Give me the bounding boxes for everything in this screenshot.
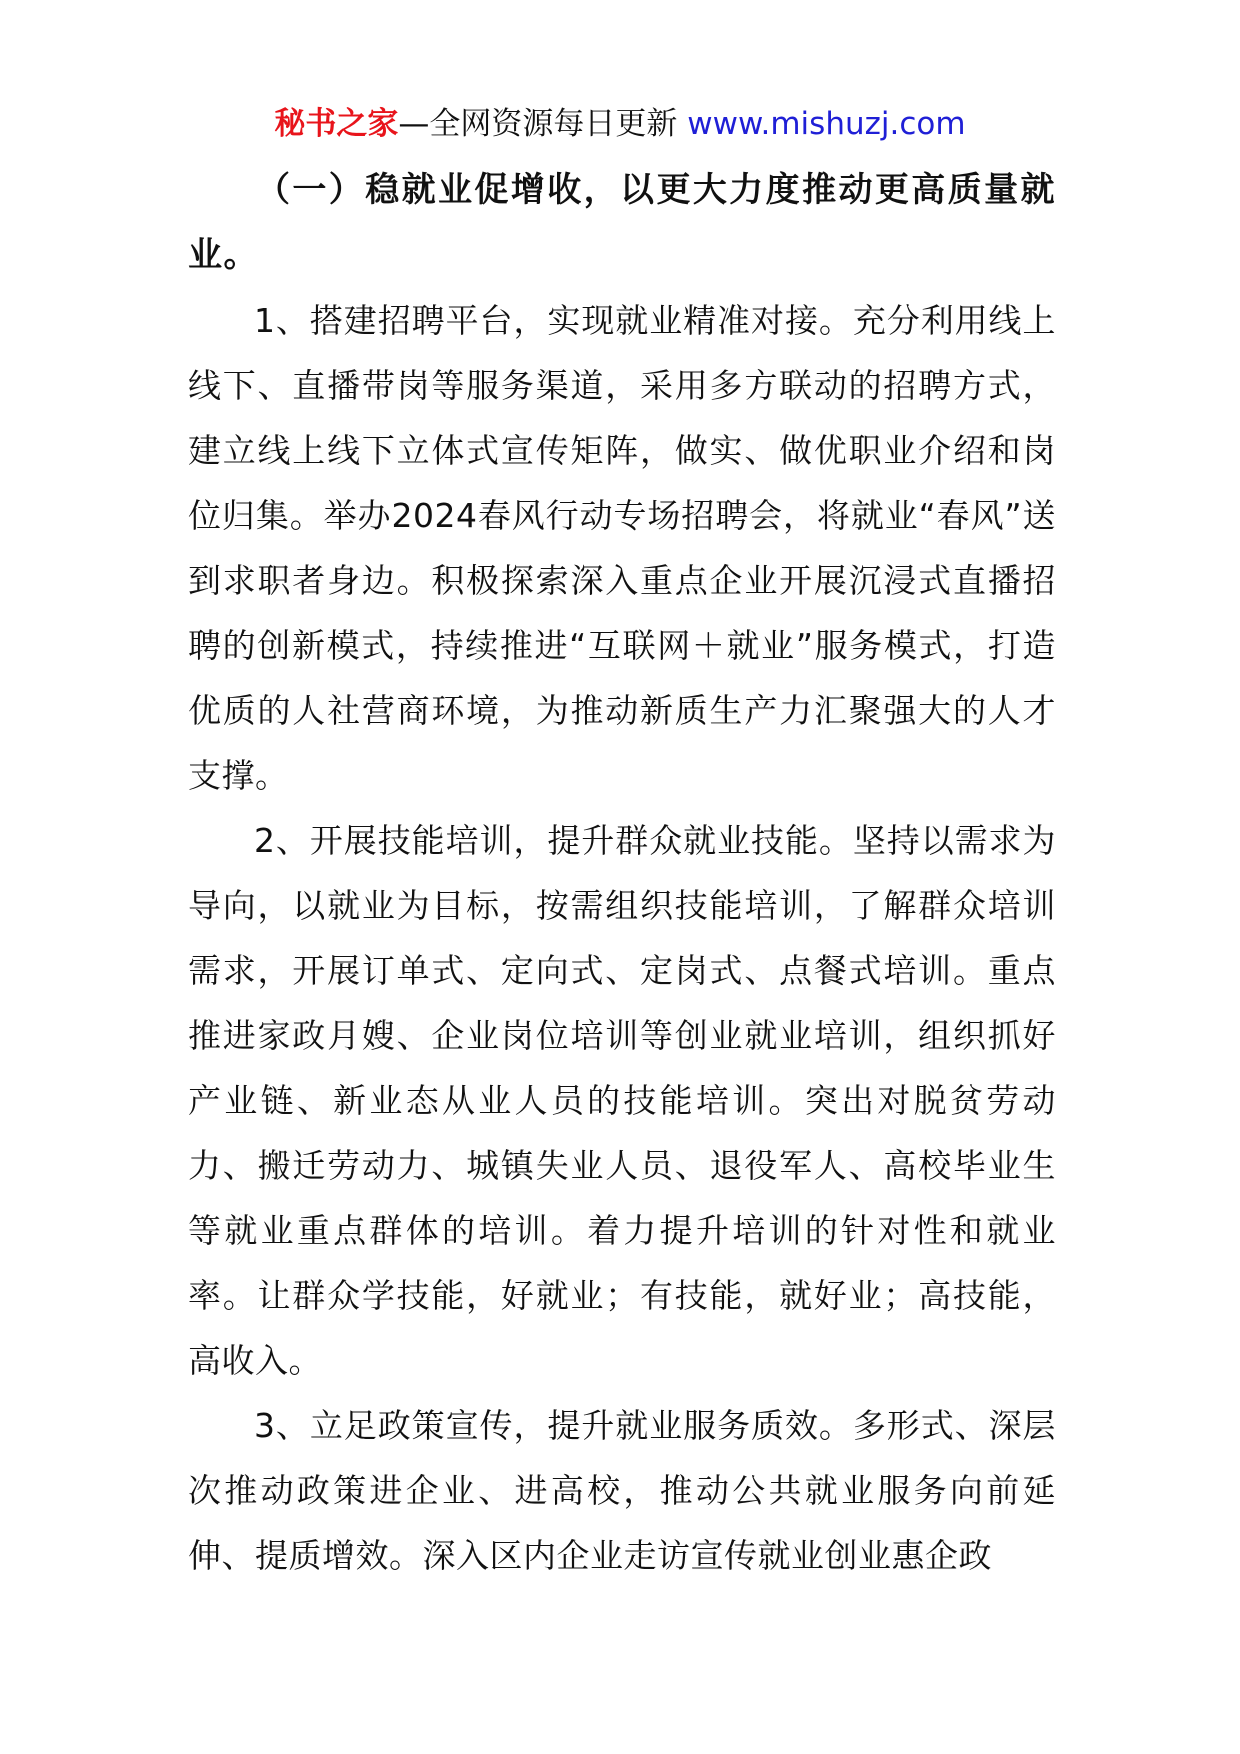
document-body xyxy=(188,158,1056,1588)
paragraph-3: 3、立足政策宣传，提升就业服务质效。多形式、深层次推动政策进企业、进高校，推动公共就业服务向前延伸、提质增效。深入区内企业走访宣传就业创业惠企政 xyxy=(188,1406,1056,1575)
section-heading: （一）稳就业促增收，以更大力度推动更高质量就业。 xyxy=(188,170,1056,275)
site-url: www.mishuzj.com xyxy=(687,106,966,142)
brand-name: 秘书之家 xyxy=(274,106,399,142)
paragraph-1: 1、搭建招聘平台，实现就业精准对接。充分利用线上线下、直播带岗等服务渠道，采用多方联动的招聘方式，建立线上线下立体式宣传矩阵，做实、做优职业介绍和岗位归集。举办2024春风行动专场招聘会，将就业“春风”送到求职者身边。积极探索深入重点企业开展沉浸式直播招聘的创新模式，持续推进“互联网＋就业”服务模式，打造优质的人社营商环境，为推动新质生产力汇聚强大的人才支撑。 xyxy=(188,301,1056,795)
watermark-header xyxy=(0,104,1240,144)
paragraph-2: 2、开展技能培训，提升群众就业技能。坚持以需求为导向，以就业为目标，按需组织技能培训，了解群众培训需求，开展订单式、定向式、定岗式、点餐式培训。重点推进家政月嫂、企业岗位培训等创业就业培训，组织抓好产业链、新业态从业人员的技能培训。突出对脱贫劳动力、搬迁劳动力、城镇失业人员、退役军人、高校毕业生等就业重点群体的培训。着力提升培训的针对性和就业率。让群众学技能，好就业；有技能，就好业；高技能，高收入。 xyxy=(188,821,1056,1380)
header-tagline: —全网资源每日更新 xyxy=(398,106,688,142)
